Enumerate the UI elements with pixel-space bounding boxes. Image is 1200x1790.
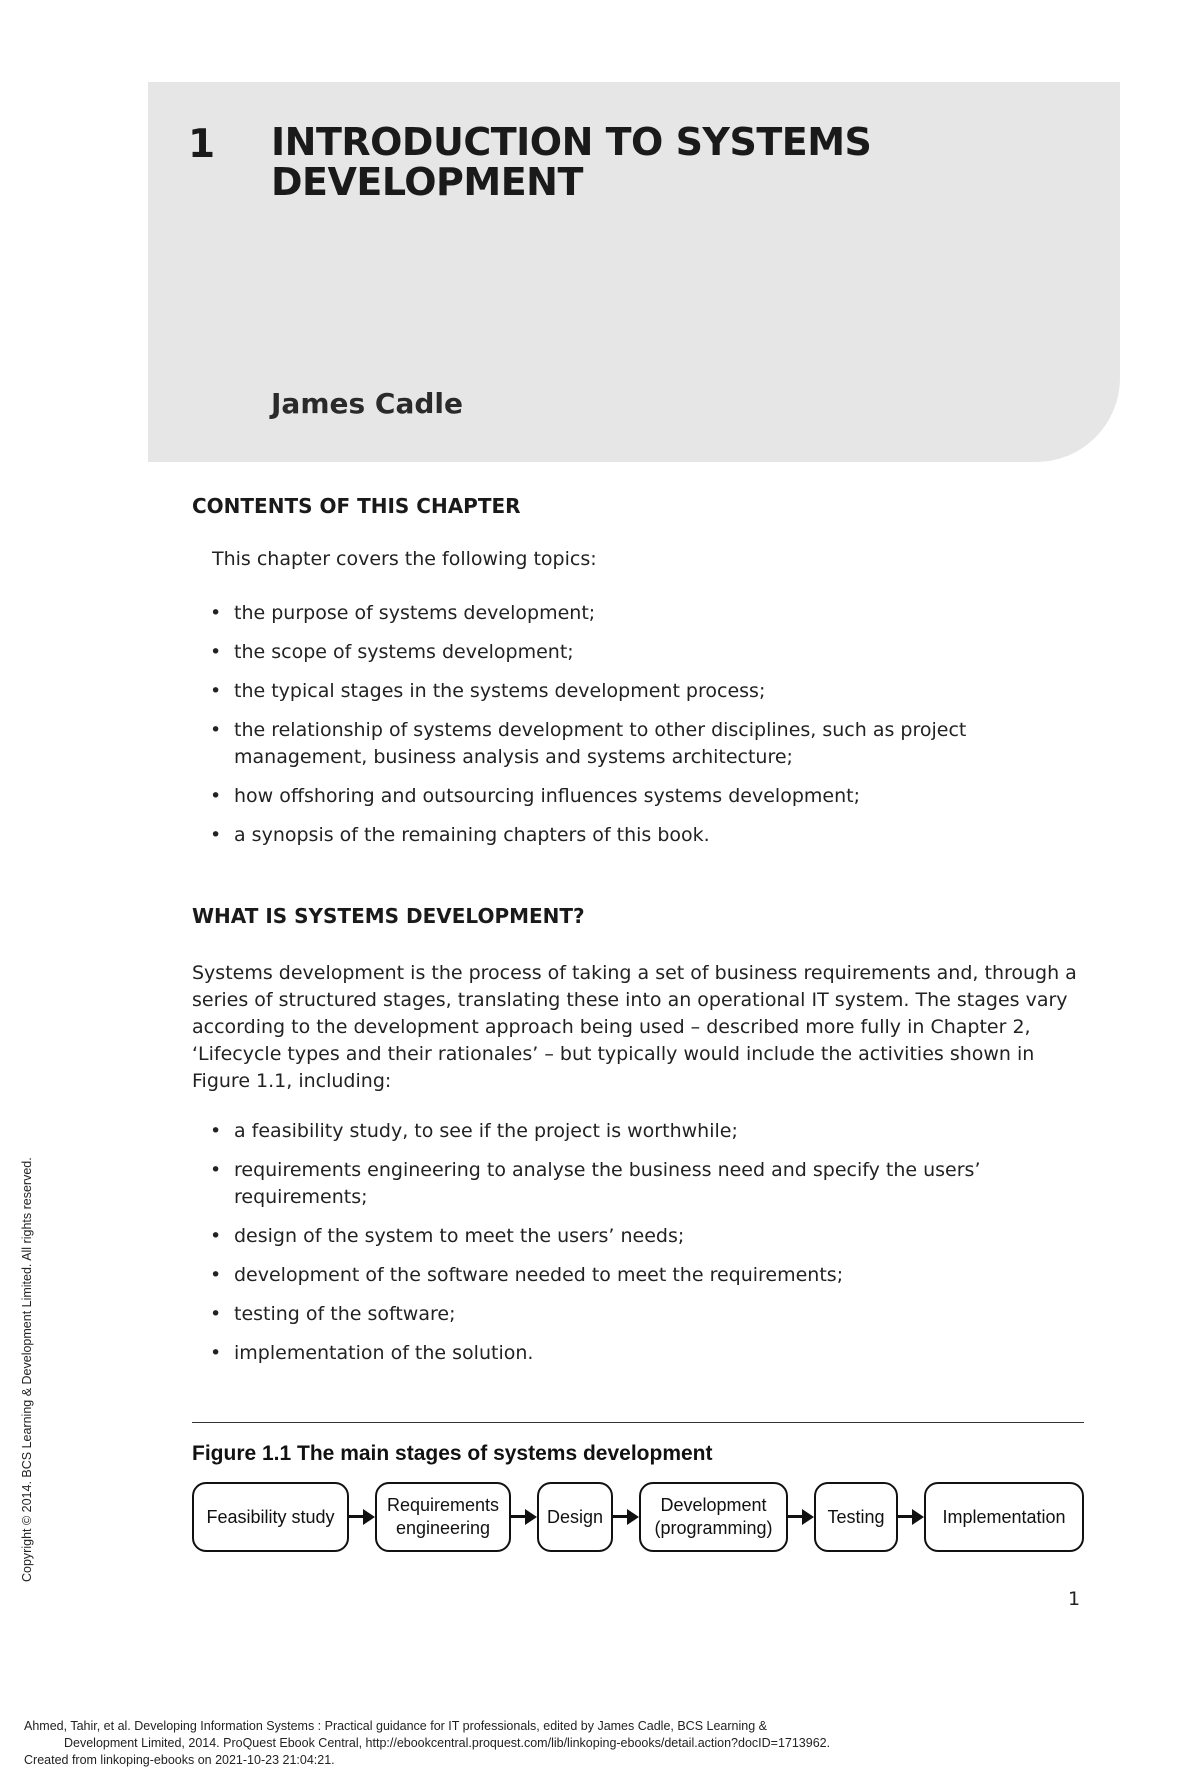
list-item: • development of the software needed to meet the requirements; bbox=[210, 1262, 1090, 1289]
page-number: 1 bbox=[1068, 1588, 1081, 1610]
citation-line: Development Limited, 2014. ProQuest Ebook Central, http://ebookcentral.proquest.com/lib/linkoping-ebooks/detail.action?docID=1713962. bbox=[64, 1736, 831, 1750]
list-item: • the scope of systems development; bbox=[210, 639, 1090, 666]
what-is-heading: WHAT IS SYSTEMS DEVELOPMENT? bbox=[192, 904, 585, 928]
stage-label: Development bbox=[660, 1495, 767, 1515]
stage-requirements-engineering bbox=[375, 1482, 511, 1552]
stage-design bbox=[537, 1482, 613, 1552]
list-item: • requirements engineering to analyse the business need and specify the users’ requirements; bbox=[210, 1157, 1090, 1211]
stage-label: (programming) bbox=[654, 1518, 773, 1538]
stage-label: Design bbox=[546, 1506, 604, 1527]
chapter-author: James Cadle bbox=[271, 387, 463, 420]
stage-label: Testing bbox=[827, 1506, 885, 1527]
stage-label: Implementation bbox=[942, 1506, 1066, 1527]
list-item: • how offshoring and outsourcing influences systems development; bbox=[210, 783, 1090, 810]
copyright-notice: Copyright © 2014. BCS Learning & Development Limited. All rights reserved. bbox=[20, 1157, 34, 1582]
chapter-title bbox=[271, 122, 1071, 202]
citation-line: Ahmed, Tahir, et al. Developing Information Systems : Practical guidance for IT professionals, edited by James Cadle, BCS Learning & bbox=[24, 1719, 767, 1733]
contents-intro: This chapter covers the following topics: bbox=[212, 548, 597, 570]
arrow-right-icon bbox=[788, 1509, 814, 1525]
list-item: • the relationship of systems development to other disciplines, such as project management, business analysis and systems architecture; bbox=[210, 717, 1090, 771]
stage-feasibility-study bbox=[192, 1482, 349, 1552]
what-is-paragraph: Systems development is the process of taking a set of business requirements and, through a series of structured stages, translating these into an operational IT system. The stages vary according to the development approach being used – described more fully in Chapter 2, ‘Lifecycle types and their rationales’ – but typically would include the activities shown in Figure 1.1, including: bbox=[192, 962, 1077, 1092]
list-item: • the purpose of systems development; bbox=[210, 600, 1090, 627]
stages-flow-diagram bbox=[192, 1482, 1084, 1554]
list-item: • implementation of the solution. bbox=[210, 1340, 1090, 1367]
list-item: • the typical stages in the systems development process; bbox=[210, 678, 1090, 705]
stage-development bbox=[639, 1482, 788, 1552]
chapter-title-line-2: DEVELOPMENT bbox=[271, 160, 583, 204]
chapter-title-line-1: INTRODUCTION TO SYSTEMS bbox=[271, 120, 872, 164]
activities-list bbox=[210, 1118, 1090, 1379]
stage-label: engineering bbox=[395, 1518, 491, 1538]
arrow-right-icon bbox=[898, 1509, 924, 1525]
figure-caption: Figure 1.1 The main stages of systems development bbox=[192, 1442, 713, 1465]
citation-footer bbox=[24, 1718, 1184, 1769]
arrow-right-icon bbox=[511, 1509, 537, 1525]
citation-line: Created from linkoping-ebooks on 2021-10-23 21:04:21. bbox=[24, 1753, 335, 1767]
stage-testing bbox=[814, 1482, 898, 1552]
list-item: • a feasibility study, to see if the project is worthwhile; bbox=[210, 1118, 1090, 1145]
arrow-right-icon bbox=[349, 1509, 375, 1525]
arrow-right-icon bbox=[613, 1509, 639, 1525]
list-item: • a synopsis of the remaining chapters of this book. bbox=[210, 822, 1090, 849]
chapter-number: 1 bbox=[188, 122, 216, 167]
stage-label: Feasibility study bbox=[206, 1506, 335, 1527]
contents-list bbox=[210, 600, 1090, 861]
figure-divider bbox=[192, 1422, 1084, 1423]
stage-label: Requirements bbox=[386, 1495, 500, 1515]
list-item: • design of the system to meet the users’ needs; bbox=[210, 1223, 1090, 1250]
stage-implementation bbox=[924, 1482, 1084, 1552]
contents-heading: CONTENTS OF THIS CHAPTER bbox=[192, 494, 521, 518]
list-item: • testing of the software; bbox=[210, 1301, 1090, 1328]
chapter-header-panel bbox=[148, 82, 1120, 462]
